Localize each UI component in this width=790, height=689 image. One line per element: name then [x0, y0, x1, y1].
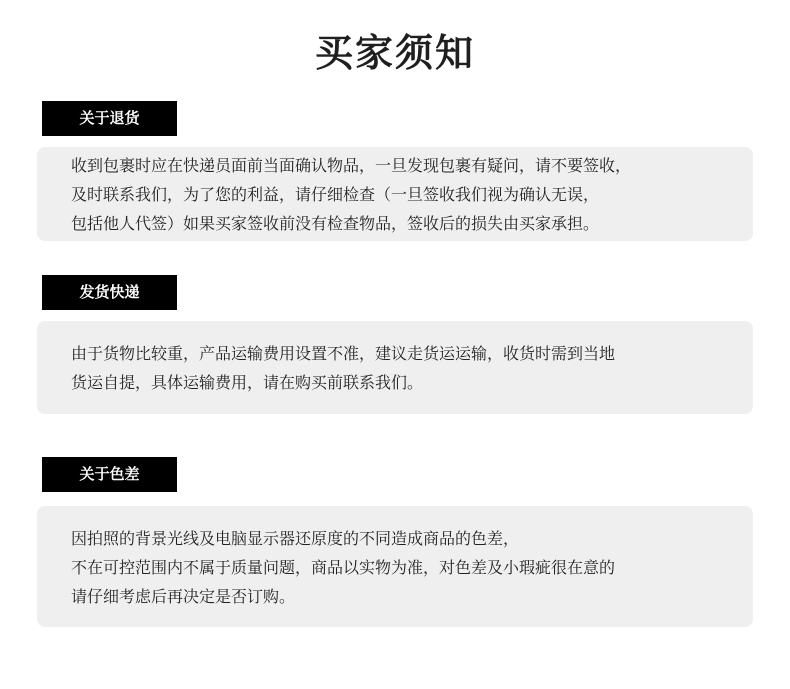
section-text-line: 及时联系我们，为了您的利益，请仔细检查（一旦签收我们视为确认无误， — [71, 185, 600, 204]
section-tag-color-difference: 关于色差 — [42, 457, 177, 492]
section-text-line: 由于货物比较重，产品运输费用设置不准，建议走货运运输，收货时需到当地 — [71, 344, 616, 363]
page-title: 买家须知 — [314, 31, 475, 75]
section-text-line: 货运自提，具体运输费用，请在购买前联系我们。 — [71, 373, 424, 392]
section-text-line: 包括他人代签）如果买家签收前没有检查物品，签收后的损失由买家承担。 — [71, 214, 600, 233]
section-box-shipping — [37, 321, 753, 414]
section-box-returns — [37, 147, 753, 241]
section-text-line: 请仔细考虑后再决定是否订购。 — [71, 587, 296, 606]
section-text-line: 收到包裹时应在快递员面前当面确认物品，一旦发现包裹有疑问，请不要签收， — [71, 156, 632, 175]
section-text-line: 因拍照的背景光线及电脑显示器还原度的不同造成商品的色差， — [71, 529, 520, 548]
section-text-line: 不在可控范围内不属于质量问题，商品以实物为准，对色差及小瑕疵很在意的 — [71, 558, 616, 577]
section-tag-returns: 关于退货 — [42, 101, 177, 136]
section-box-color-difference — [37, 506, 753, 627]
section-tag-shipping: 发货快递 — [42, 275, 177, 310]
